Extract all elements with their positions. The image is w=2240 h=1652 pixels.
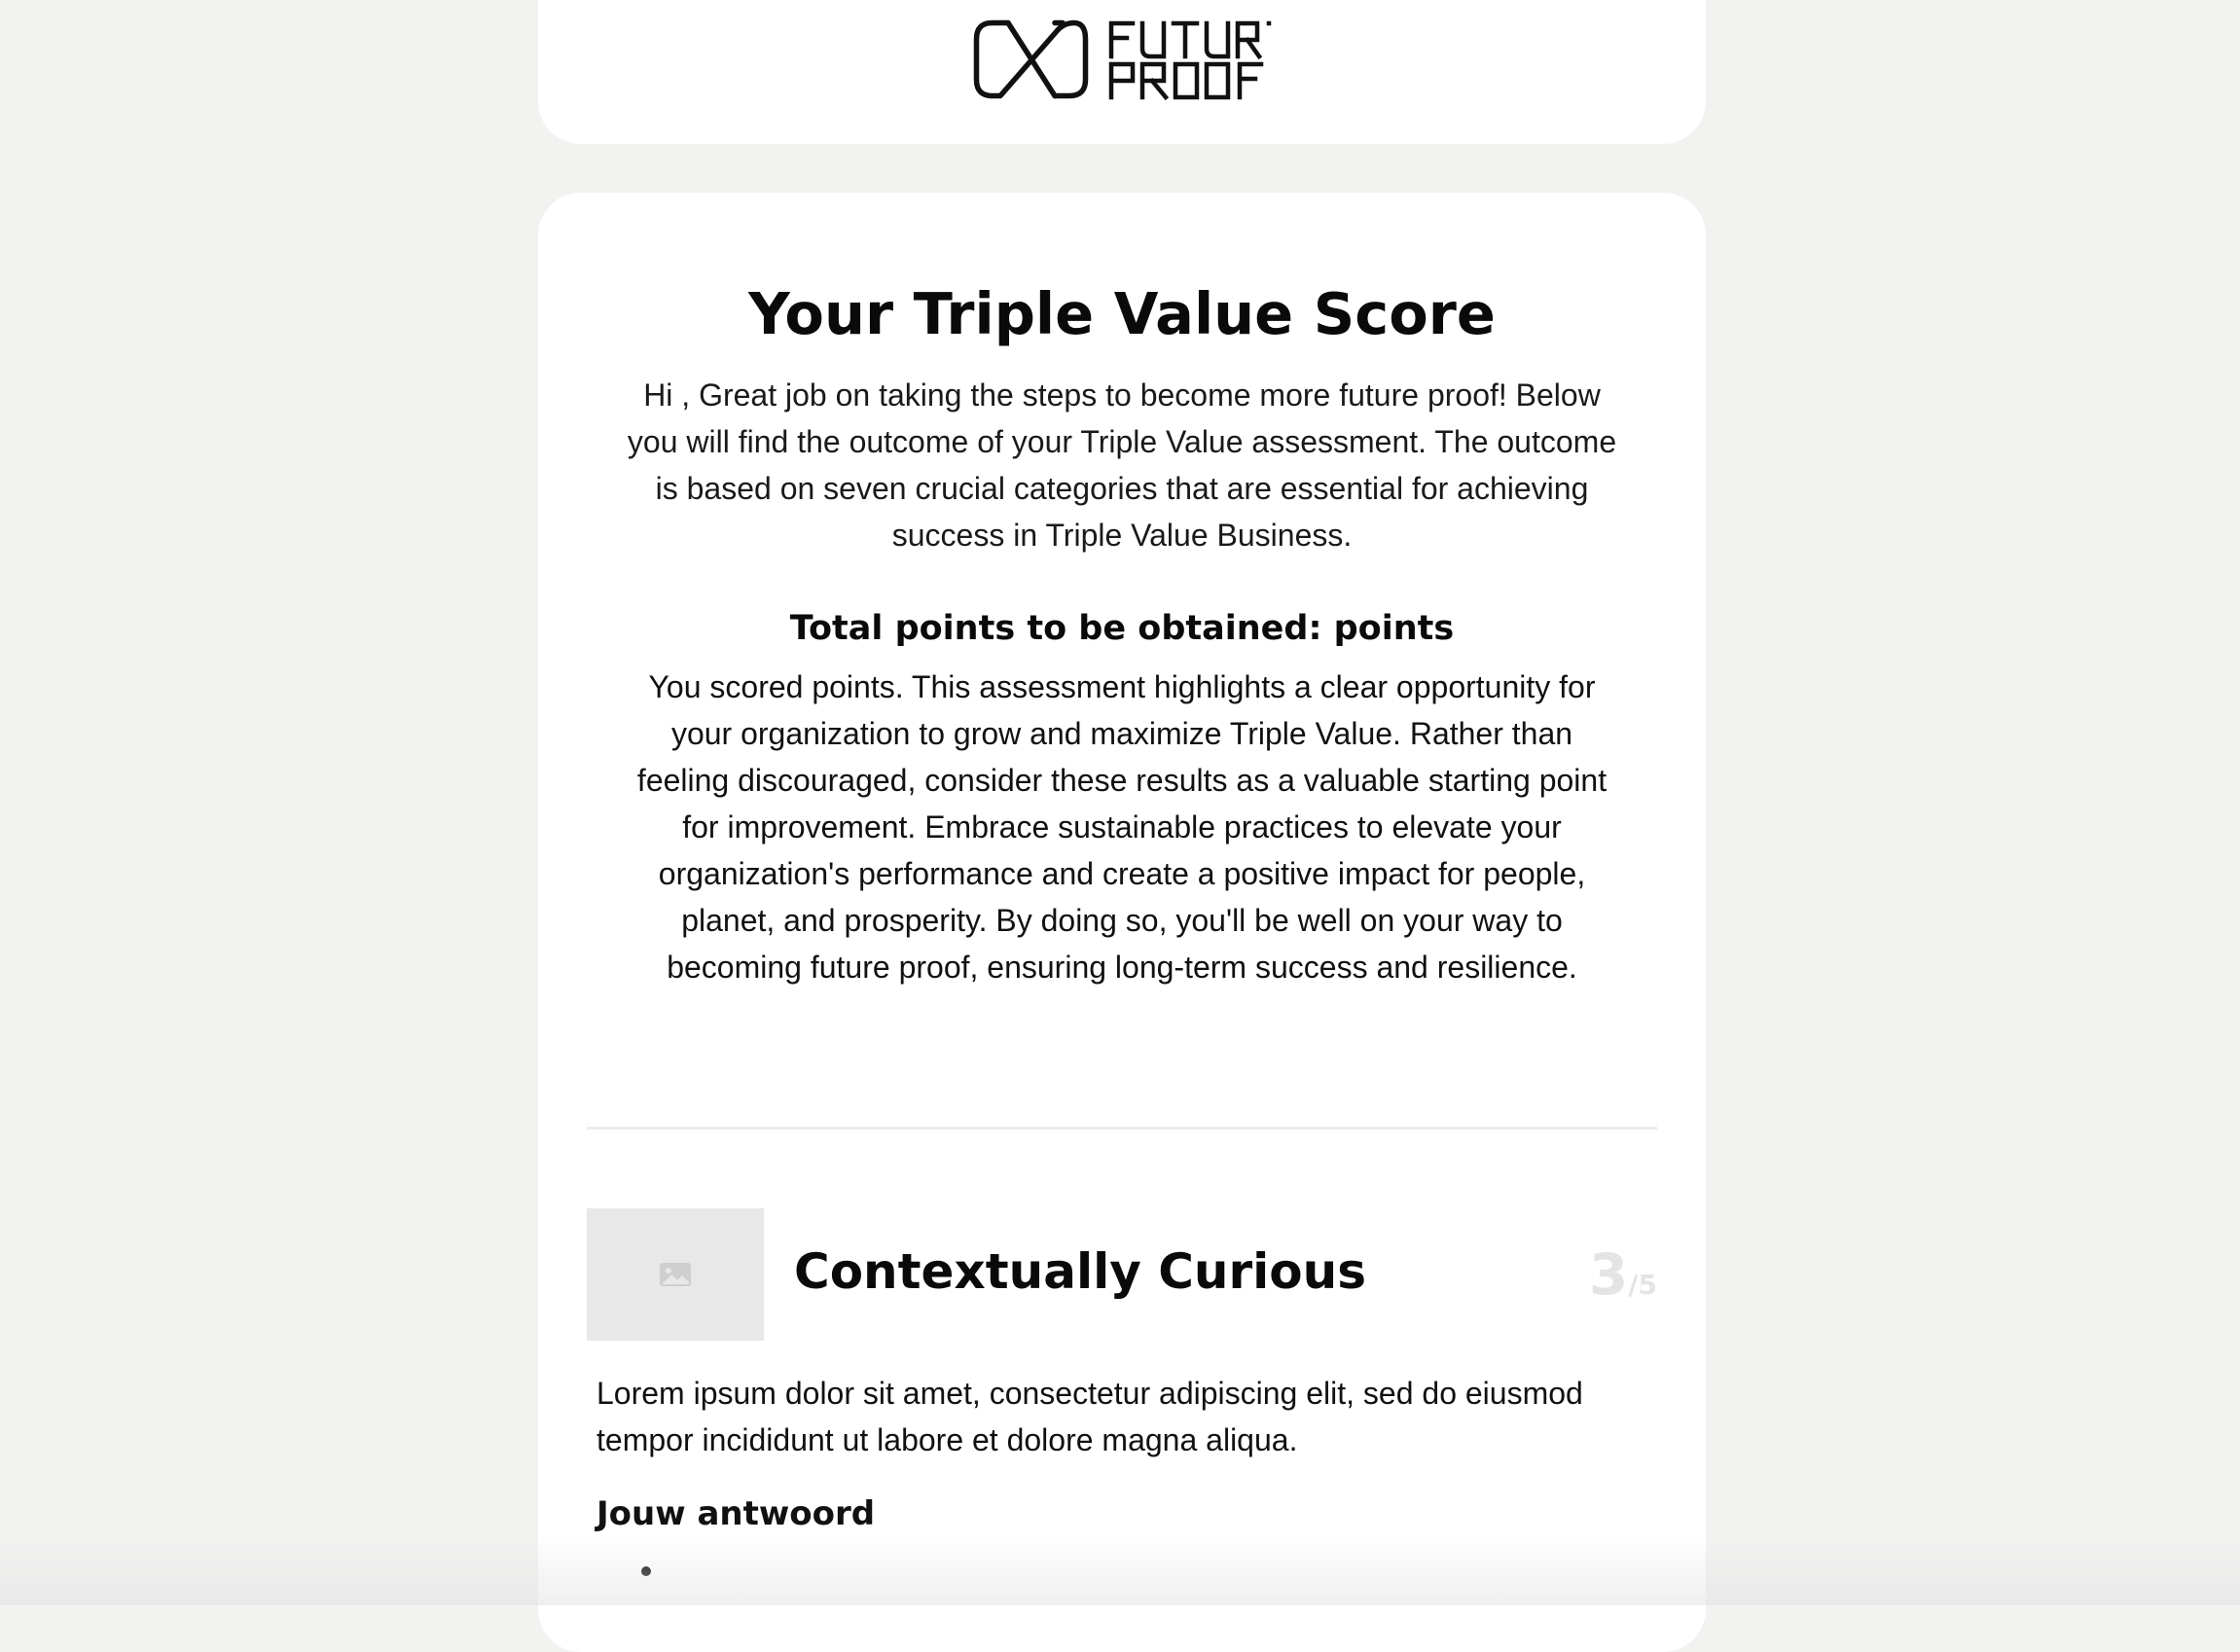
image-placeholder-icon <box>659 1262 692 1287</box>
total-points-heading: Total points to be obtained: points <box>789 609 1455 648</box>
section-divider <box>587 1127 1657 1130</box>
category-score <box>1589 1241 1657 1308</box>
answer-list-bullet <box>641 1566 651 1576</box>
category-image <box>587 1208 764 1341</box>
answer-heading: Jouw antwoord <box>596 1494 876 1533</box>
future-proof-logo[interactable] <box>973 19 1275 101</box>
score-max: /5 <box>1628 1269 1657 1301</box>
infinity-logo-icon <box>973 19 1275 101</box>
score-value: 3 <box>1588 1241 1629 1308</box>
score-summary-text: You scored points. This assessment highlights a clear opportunity for your organization to grow and maximize Triple Value. Rather than feeling discouraged, consider these results as a valuable starting point for improvement. Embrace sustainable practices to elevate your organization's performance and create a positive impact for people, planet, and prosperity. By doing so, you'll be well on your way to becoming future proof, ensuring long-term success and resilience. <box>636 669 1608 985</box>
page-title: Your Triple Value Score <box>748 280 1496 347</box>
category-description: Lorem ipsum dolor sit amet, consectetur adipiscing elit, sed do eiusmod tempor incididunt ut labore et dolore magna aliqua. <box>596 1376 1583 1457</box>
score-card <box>538 193 1706 1652</box>
intro-text: Hi , Great job on taking the steps to become more future proof! Below you will find the outcome of your Triple Value assessment. The outcome is based on seven crucial categories that are essential for achieving success in Triple Value Business. <box>627 377 1617 553</box>
category-title: Contextually Curious <box>794 1243 1367 1300</box>
